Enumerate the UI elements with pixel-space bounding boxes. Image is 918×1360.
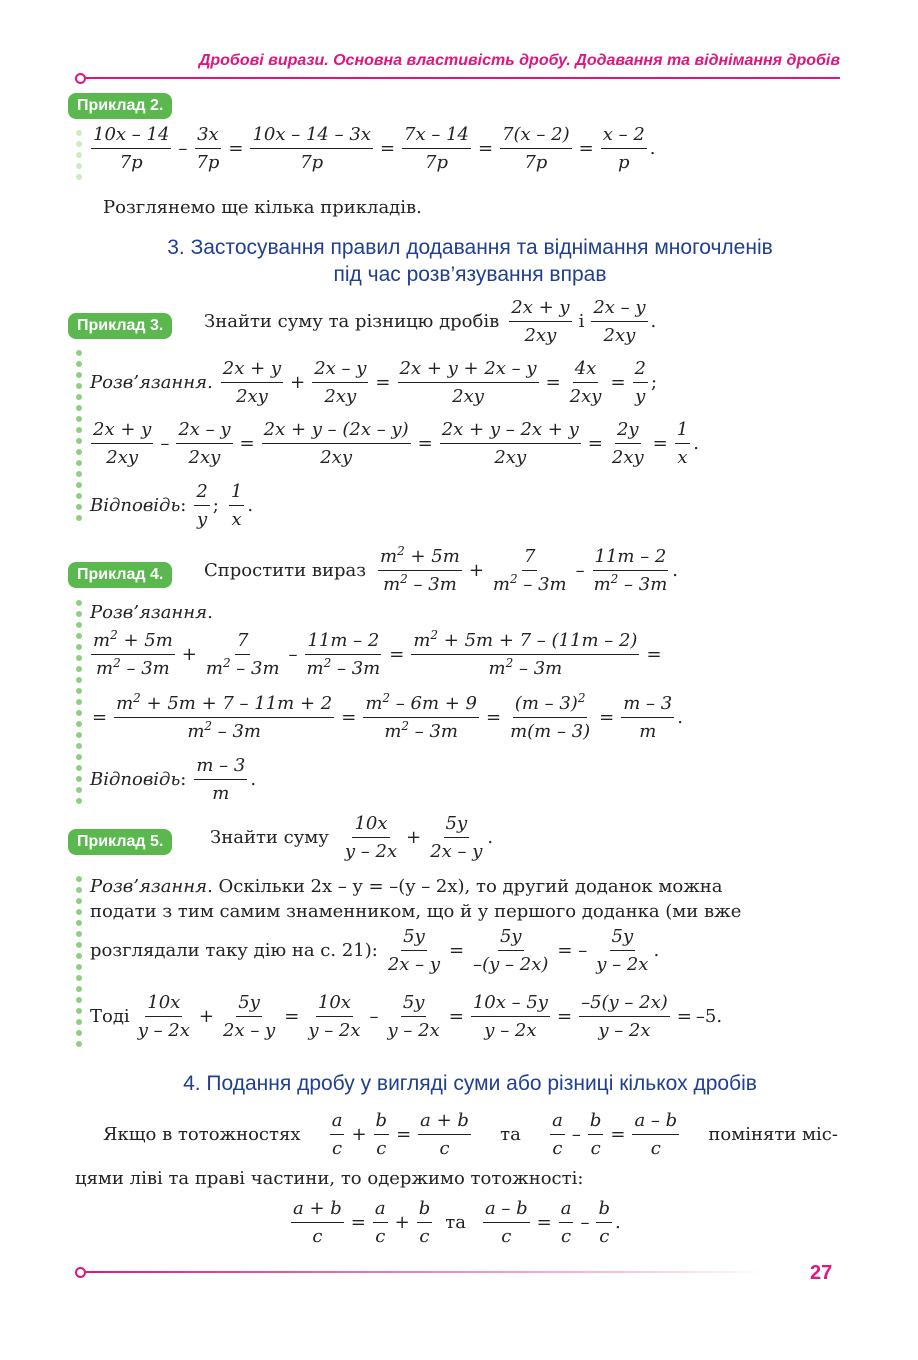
example-4-dots: [76, 600, 82, 809]
example-3-task-text: Знайти суму та різницю дробів: [204, 311, 500, 332]
solution-label-4: Розв’язання: [90, 602, 208, 623]
example-5-solution-line1: [90, 874, 723, 900]
section-4-text-start: Якщо в тотожностях: [103, 1124, 301, 1145]
example-2-formula: $\frac{10x - 14}{7p}$ – $\frac{3x}{7p}$ = $\frac{10x - 14 - 3x}{7p}$ = $\frac{7x - 14}{7p}$ = $\frac{7(x - 2)}{7p}$ = $\frac{x - 2}{p}$ .: [93, 124, 656, 173]
example-5-solution-text1: . Оскільки 2x – y = –(y – 2x), то другий доданок можна: [207, 876, 723, 897]
section-3-title-line2: під час розв’язування вправ: [333, 263, 607, 286]
example-5-solution-text3: розглядали таку дію на с. 21):: [90, 940, 378, 961]
page-number: 27: [810, 1262, 833, 1284]
answer-label-3: Відповідь: [90, 495, 181, 516]
example-3-task: Знайти суму та різницю дробів $\frac{2x + y}{2xy}$ і $\frac{2x - y}{2xy}$ .: [204, 297, 657, 346]
header-line: [85, 77, 840, 79]
example-4-solution-line2: = $\frac{m^2 + 5m + 7 - 11m + 2}{m^2 - 3m}$ = $\frac{m^2 - 6m + 9}{m^2 - 3m}$ = $\frac{(m - 3)^2}{m(m - 3)}$ = $\frac{m - 3}{m}$ .: [92, 691, 683, 742]
example-2-badge: Приклад 2.: [68, 93, 172, 119]
example-3-badge: Приклад 3.: [68, 313, 172, 339]
section-4-text-line2: цями ліві та праві частини, то одержимо тотожності:: [75, 1168, 584, 1189]
example-5-dots: [76, 876, 82, 1052]
example-4-badge: Приклад 4.: [68, 562, 172, 588]
example-5-task-text: Знайти суму: [210, 827, 329, 848]
section-4-identities: $\frac{a + b}{c}$ = $\frac{a}{c}$ + $\frac{b}{c}$ та $\frac{a - b}{c}$ = $\frac{a}{c}$ – $\frac{b}{c}$ .: [293, 1198, 621, 1247]
example-5-then: Тоді: [90, 1006, 130, 1027]
example-5-solution-line2: подати з тим самим знаменником, що й у першого доданка (ми вже: [90, 901, 742, 922]
section-4-text-and: та: [500, 1124, 521, 1145]
section-4-text-line1: Якщо в тотожностях $\frac{a}{c}$ + $\frac{b}{c}$ = $\frac{a + b}{c}$ та $\frac{a}{c}$ – $\frac{b}{c}$ = $\frac{a - b}{c}$ поміняти міс-: [103, 1110, 838, 1159]
example-4-solution-label: Розв’язання .: [90, 602, 213, 623]
example-3-conj: і: [578, 311, 585, 332]
intro-text: Розглянемо ще кілька прикладів.: [103, 197, 422, 218]
section-4-text-mid: поміняти міс-: [708, 1124, 838, 1145]
example-3-solution-line1: Розв’язання . $\frac{2x + y}{2xy}$ + $\frac{2x - y}{2xy}$ = $\frac{2x + y + 2x - y}{2xy}$ = $\frac{4x}{2xy}$ = $\frac{2}{y}$ ;: [90, 358, 658, 407]
example-3-solution-line2: $\frac{2x + y}{2xy}$ – $\frac{2x - y}{2xy}$ = $\frac{2x + y - (2x - y)}{2xy}$ = $\frac{2x + y - 2x + y}{2xy}$ = $\frac{2y}{2xy}$ = $\frac{1}{x}$ .: [93, 419, 699, 468]
solution-label-5: Розв’язання: [90, 876, 208, 897]
example-4-task: Спростити вираз $\frac{m^2 + 5m}{m^2 - 3m}$ + $\frac{7}{m^2 - 3m}$ – $\frac{11m - 2}{m^2 - 3m}$ .: [204, 544, 679, 595]
example-3-dots: [76, 350, 82, 526]
example-5-task: Знайти суму $\frac{10x}{y - 2x}$ + $\frac{5y}{2x - y}$ .: [210, 813, 494, 862]
solution-label-3: Розв’язання: [90, 372, 208, 393]
answer-label-4: Відповідь: [90, 769, 181, 790]
example-4-task-text: Спростити вираз: [204, 560, 367, 581]
example-5-badge: Приклад 5.: [68, 829, 172, 855]
section-3-title-line1: 3. Застосування правил додавання та віднімання многочленів: [167, 236, 773, 259]
section-4-identities-and: та: [445, 1212, 466, 1233]
example-4-answer: Відповідь : $\frac{m - 3}{m}$ .: [90, 755, 257, 804]
example-2-dots: [76, 130, 82, 185]
section-4-title: 4. Подання дробу у вигляді суми або різниці кількох дробів: [183, 1072, 757, 1095]
footer-line: [85, 1271, 765, 1273]
example-3-answer: Відповідь : $\frac{2}{y}$ ; $\frac{1}{x}$ .: [90, 481, 254, 530]
example-4-solution-line1: $\frac{m^2 + 5m}{m^2 - 3m}$ + $\frac{7}{m^2 - 3m}$ – $\frac{11m - 2}{m^2 - 3m}$ = $\frac{m^2 + 5m + 7 - (11m - 2)}{m^2 - 3m}$ =: [93, 628, 662, 679]
example-5-solution-line3: розглядали таку дію на с. 21): $\frac{5y}{2x - y}$ = $\frac{5y}{-(y - 2x)}$ = – $\frac{5y}{y - 2x}$ .: [90, 926, 660, 975]
page-header-title: Дробові вирази. Основна властивість дробу. Додавання та віднімання дробів: [198, 52, 840, 69]
example-5-solution-line4: Тоді $\frac{10x}{y - 2x}$ + $\frac{5y}{2x - y}$ = $\frac{10x}{y - 2x}$ – $\frac{5y}{y - 2x}$ = $\frac{10x - 5y}{y - 2x}$ = $\frac{-5(y - 2x)}{y - 2x}$ = –5.: [90, 992, 723, 1041]
